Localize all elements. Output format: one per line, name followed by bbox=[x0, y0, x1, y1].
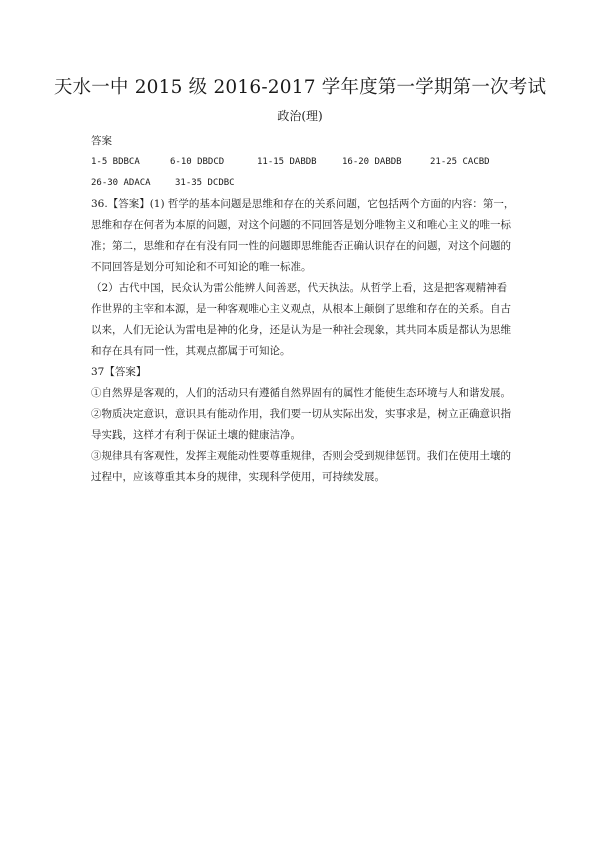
paragraph-line: 过程中，应该尊重其本身的规律，实现科学使用，可持续发展。 bbox=[91, 471, 385, 483]
answer-keys-row-2 bbox=[91, 173, 517, 194]
paragraph-line: 准；第二，思维和存在有没有同一性的问题即思维能否正确认识存在的问题，对这个问题的 bbox=[91, 240, 511, 252]
paragraph-line: ①自然界是客观的，人们的活动只有遵循自然界固有的属性才能使生态环境与人和谐发展。 bbox=[91, 387, 511, 399]
paragraph-line: 思维和存在何者为本原的问题，对这个问题的不同回答是划分唯物主义和唯心主义的唯一标 bbox=[91, 219, 511, 231]
question-37-label: 37【答案】 bbox=[91, 366, 147, 378]
paragraph-line: 导实践，这样才有利于保证土壤的健康洁净。 bbox=[91, 429, 301, 441]
paragraph-line: （2）古代中国，民众认为雷公能辨人间善恶，代天执法。从哲学上看，这是把客观精神看 bbox=[91, 282, 508, 294]
document-body bbox=[91, 131, 517, 488]
answers-label: 答案 bbox=[91, 135, 112, 147]
paragraph-line: 不同回答是划分可知论和不可知论的唯一标准。 bbox=[91, 261, 312, 273]
question-36-answer bbox=[91, 194, 517, 362]
paragraph-line: ②物质决定意识，意识具有能动作用，我们要一切从实际出发，实事求是，树立正确意识指 bbox=[91, 408, 511, 420]
page-title: 天水一中 2015 级 2016-2017 学年度第一学期第一次考试 bbox=[53, 77, 547, 98]
paragraph-line: 作世界的主宰和本源，是一种客观唯心主义观点，从根本上颠倒了思维和存在的关系。自古 bbox=[91, 303, 511, 315]
page-subtitle: 政治(理) bbox=[277, 109, 323, 123]
answer-key: 16-20 DABDB bbox=[342, 157, 402, 167]
answer-keys-row-1 bbox=[91, 152, 517, 173]
answer-key: 6-10 DBDCD bbox=[170, 157, 225, 167]
paragraph-line: 和存在具有同一性，其观点都属于可知论。 bbox=[91, 345, 291, 357]
answer-key: 11-15 DABDB bbox=[257, 157, 317, 167]
question-37-answer bbox=[91, 383, 517, 488]
paragraph-line: ③规律具有客观性，发挥主观能动性要尊重规律，否则会受到规律惩罚。我们在使用土壤的 bbox=[91, 450, 511, 462]
paragraph-line: 36.【答案】(1) 哲学的基本问题是思维和存在的关系问题，它包括两个方面的内容：第一， bbox=[91, 198, 515, 210]
answer-key: 26-30 ADACA bbox=[91, 178, 151, 188]
answer-key: 31-35 DCDBC bbox=[175, 178, 235, 188]
paragraph-line: 以来，人们无论认为雷电是神的化身，还是认为是一种社会现象，其共同本质是都认为思维 bbox=[91, 324, 511, 336]
answer-key: 21-25 CACBD bbox=[430, 157, 490, 167]
answer-key: 1-5 BDBCA bbox=[91, 157, 140, 167]
